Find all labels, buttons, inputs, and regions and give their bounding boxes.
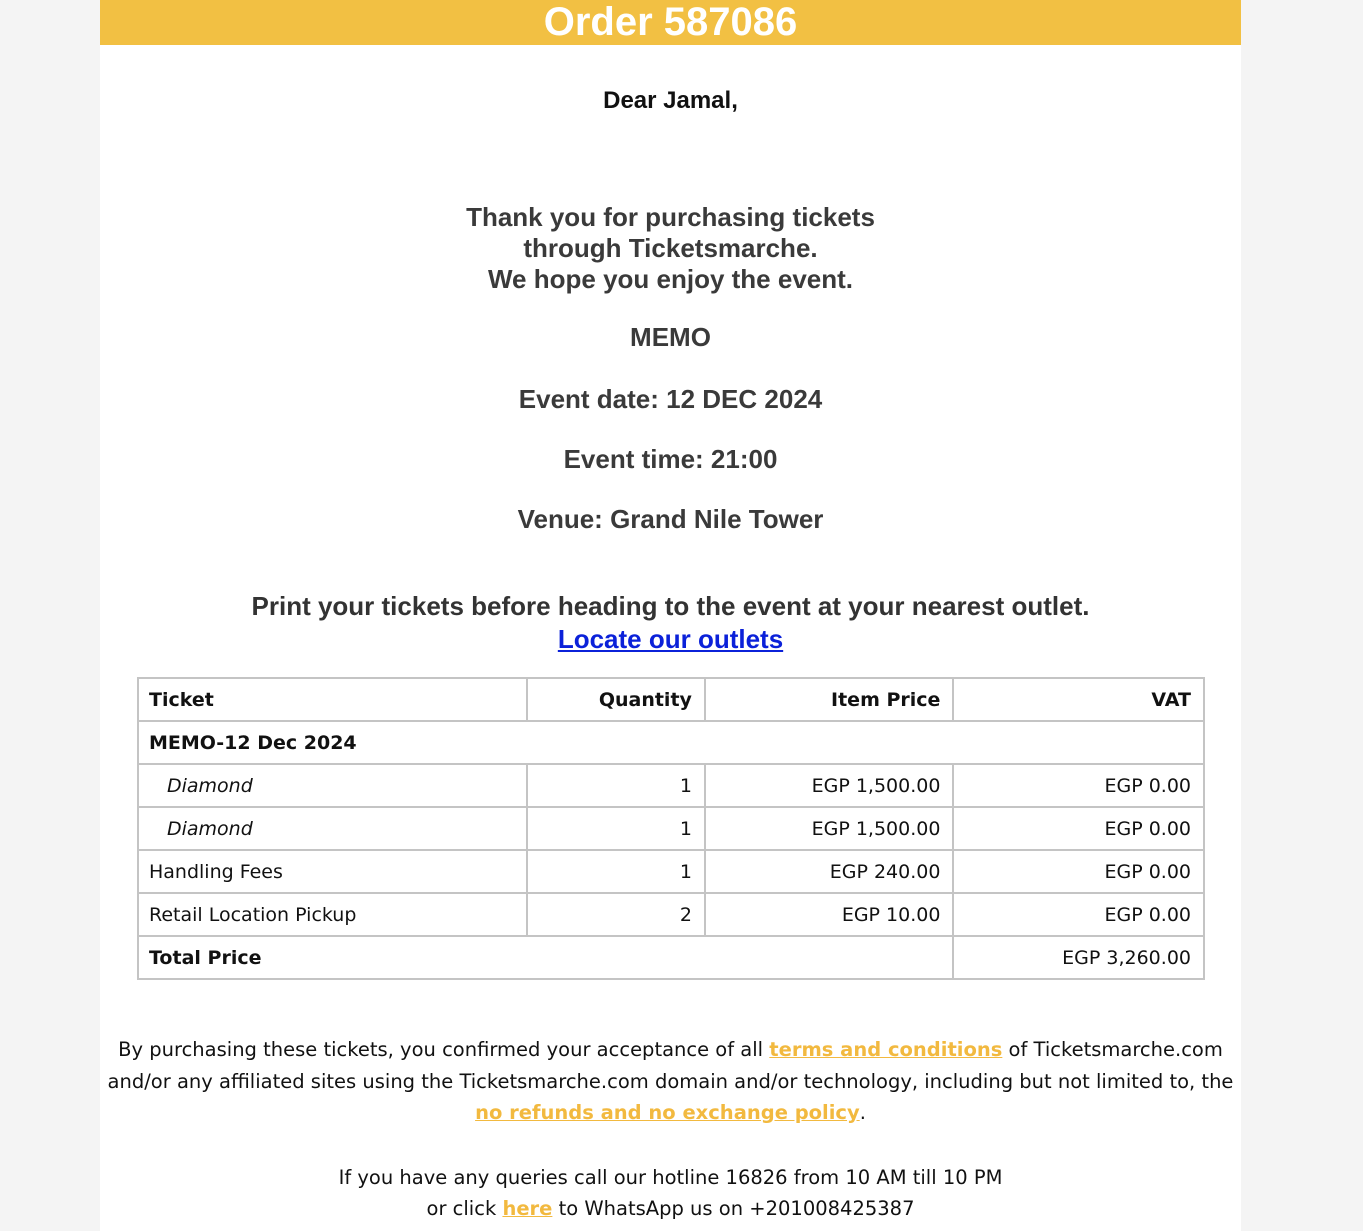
cell-ticket: Retail Location Pickup — [138, 893, 527, 936]
thank-you-message — [100, 202, 1241, 295]
whatsapp-line — [100, 1193, 1241, 1225]
print-tickets-note: Print your tickets before heading to the event at your nearest outlet. — [251, 591, 1090, 621]
cell-ticket: Diamond — [138, 764, 527, 807]
table-row — [138, 807, 1204, 850]
thank-you-line: through Ticketsmarche. — [523, 233, 818, 263]
cell-ticket: Handling Fees — [138, 850, 527, 893]
footer — [100, 1034, 1241, 1225]
terms-period: . — [859, 1101, 866, 1124]
cell-ticket: Diamond — [138, 807, 527, 850]
order-title: Order 587086 — [543, 0, 798, 44]
header-quantity: Quantity — [527, 678, 705, 721]
order-table — [137, 677, 1205, 980]
cell-vat: EGP 0.00 — [953, 764, 1204, 807]
cell-vat: EGP 0.00 — [953, 807, 1204, 850]
table-row — [138, 764, 1204, 807]
cell-quantity: 2 — [527, 893, 705, 936]
terms-notice — [100, 1034, 1241, 1129]
total-row — [138, 936, 1204, 979]
email-body — [100, 0, 1241, 1231]
thank-you-line: We hope you enjoy the event. — [487, 264, 854, 294]
cell-quantity: 1 — [527, 850, 705, 893]
event-date: Event date: 12 DEC 2024 — [518, 384, 823, 414]
cell-item-price: EGP 240.00 — [705, 850, 954, 893]
event-venue: Venue: Grand Nile Tower — [517, 504, 824, 534]
terms-link[interactable]: terms and conditions — [769, 1038, 1003, 1061]
header-vat: VAT — [953, 678, 1204, 721]
total-value: EGP 3,260.00 — [953, 936, 1204, 979]
event-name: MEMO — [630, 322, 711, 352]
terms-text: of Ticketsmarche.com and/or any affiliated sites using the Ticketsmarche.com domain and/or technology, including but not limited to, the — [107, 1038, 1234, 1093]
refund-policy-link[interactable]: no refunds and no exchange policy — [475, 1101, 860, 1124]
locate-outlets-link[interactable]: Locate our outlets — [557, 624, 784, 654]
header-ticket: Ticket — [138, 678, 527, 721]
cell-vat: EGP 0.00 — [953, 850, 1204, 893]
whatsapp-text: to WhatsApp us on +201008425387 — [558, 1197, 915, 1220]
whatsapp-text: or click — [426, 1197, 497, 1220]
order-banner — [100, 0, 1241, 45]
cell-quantity: 1 — [527, 807, 705, 850]
hotline-text: If you have any queries call our hotline 16826 from 10 AM till 10 PM — [338, 1165, 1003, 1189]
event-group-label: MEMO-12 Dec 2024 — [138, 721, 1204, 764]
table-row — [138, 850, 1204, 893]
table-row — [138, 893, 1204, 936]
greeting: Dear Jamal, — [603, 87, 738, 114]
total-label: Total Price — [138, 936, 953, 979]
cell-item-price: EGP 1,500.00 — [705, 807, 954, 850]
whatsapp-link[interactable]: here — [502, 1197, 553, 1220]
event-time: Event time: 21:00 — [563, 444, 778, 474]
cell-item-price: EGP 10.00 — [705, 893, 954, 936]
table-header-row — [138, 678, 1204, 721]
table-group-row — [138, 721, 1204, 764]
thank-you-line: Thank you for purchasing tickets — [466, 202, 875, 232]
cell-item-price: EGP 1,500.00 — [705, 764, 954, 807]
terms-text: By purchasing these tickets, you confirmed your acceptance of all — [118, 1038, 764, 1061]
header-item-price: Item Price — [705, 678, 954, 721]
cell-quantity: 1 — [527, 764, 705, 807]
cell-vat: EGP 0.00 — [953, 893, 1204, 936]
